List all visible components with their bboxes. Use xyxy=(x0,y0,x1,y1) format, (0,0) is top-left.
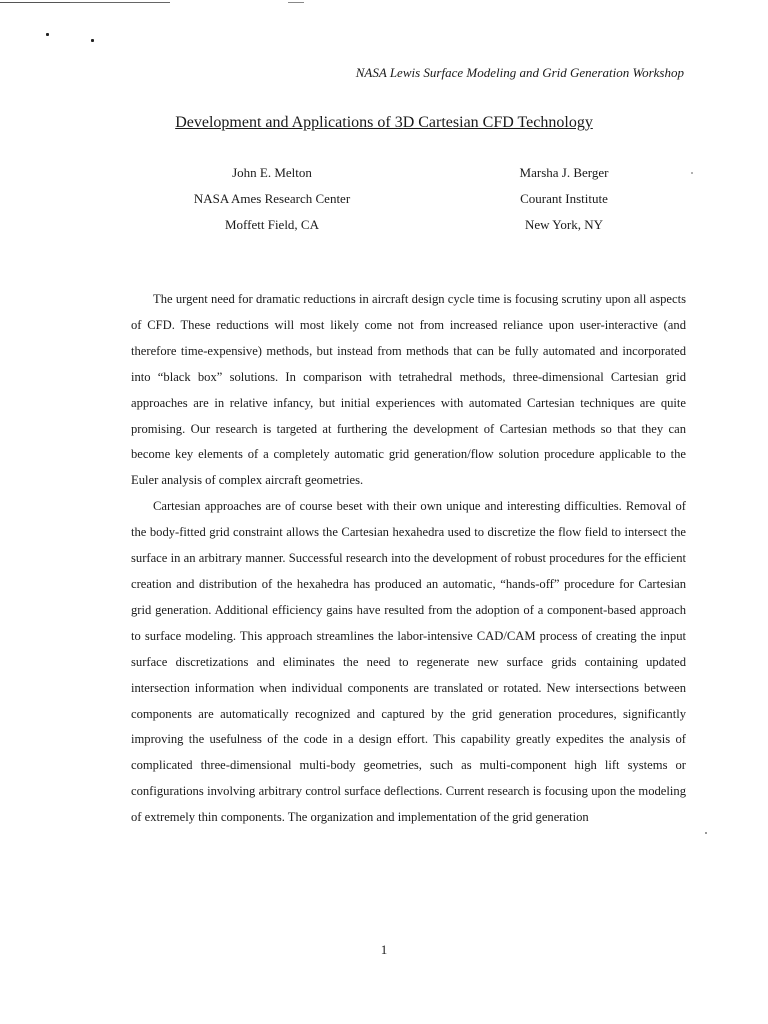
scan-speck xyxy=(705,832,707,834)
scan-artifact-line xyxy=(70,2,170,3)
author-location: Moffett Field, CA xyxy=(224,217,319,232)
paper-title: Development and Applications of 3D Cartesian CFD Technology xyxy=(175,114,593,131)
author-name: John E. Melton xyxy=(232,165,312,180)
author-location: New York, NY xyxy=(524,217,603,232)
running-header: NASA Lewis Surface Modeling and Grid Generation Workshop xyxy=(355,65,684,80)
scan-artifact-lines xyxy=(0,0,768,20)
author-name: Marsha J. Berger xyxy=(519,165,609,180)
scan-speck xyxy=(91,39,94,42)
abstract-body xyxy=(131,287,686,831)
author-affiliation: Courant Institute xyxy=(520,191,608,206)
author-affiliation: NASA Ames Research Center xyxy=(193,191,351,206)
body-paragraph: Cartesian approaches are of course beset with their own unique and interesting difficulties. Removal of the body-fitted grid constraint allows the Cartesian hexahedra used to discretize the flow field to intersect the surface in an arbitrary manner. Successful research into the development of robust procedures for the efficient creation and distribution of the hexahedra has produced an automatic, “hands-off” procedure for Cartesian grid generation. Additional efficiency gains have resulted from the adoption of a component-based approach to surface modeling. This approach streamlines the labor-intensive CAD/CAM process of creating the input surface discretizations and eliminates the need to regenerate new surface grids containing updated intersection information when individual components are translated or rotated. New intersections between components are automatically recognized and captured by the grid generation procedures, significantly improving the usefulness of the code in a design effort. This capability greatly expedites the analysis of complicated three-dimensional multi-body geometries, such as multi-component high lift systems or configurations involving arbitrary control surface deflections. Current research is focusing upon the modeling of extremely thin components. The organization and implementation of the grid generation xyxy=(131,499,686,825)
scan-speck xyxy=(691,172,693,174)
author-block-berger xyxy=(444,160,684,238)
scan-speck xyxy=(46,33,49,36)
page-number: 1 xyxy=(380,942,388,957)
author-block-melton xyxy=(152,160,392,238)
scan-artifact-line xyxy=(288,2,304,3)
body-paragraph: The urgent need for dramatic reductions in aircraft design cycle time is focusing scrutiny upon all aspects of CFD. These reductions will most likely come not from increased reliance upon user-interactive (and therefore time-expensive) methods, but instead from methods that can be fully automated and incorporated into “black box” solutions. In comparison with tetrahedral methods, three-dimensional Cartesian grid approaches are in relative infancy, but initial experiences with automated Cartesian techniques are quite promising. Our research is targeted at furthering the development of Cartesian methods so that they can become key elements of a completely automatic grid generation/flow solution procedure applicable to the Euler analysis of complex aircraft geometries. xyxy=(131,292,686,488)
